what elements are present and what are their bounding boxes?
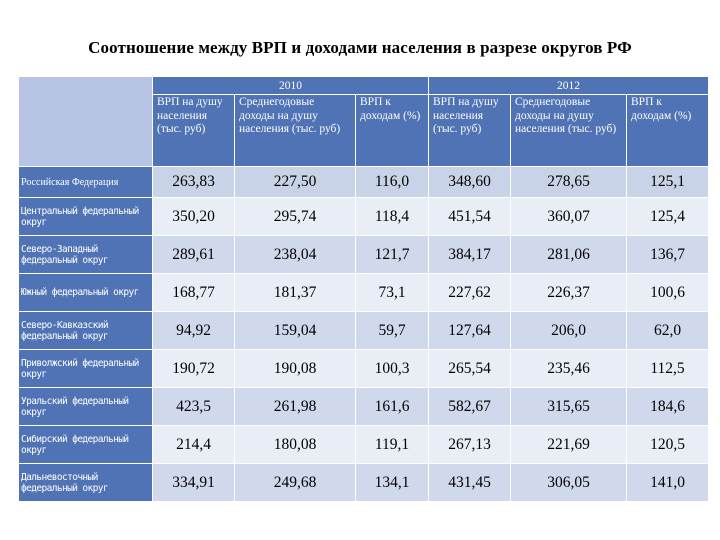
table-cell: 121,7: [356, 236, 429, 274]
table-cell: 112,5: [627, 350, 709, 388]
col-header-ratio-2012: ВРП к доходам (%): [627, 95, 709, 167]
table-row: [19, 312, 709, 350]
table-row: [19, 167, 709, 198]
table-cell: 315,65: [511, 388, 627, 426]
col-header-ratio-2010: ВРП к доходам (%): [356, 95, 429, 167]
table-cell: 226,37: [511, 274, 627, 312]
table-cell: 221,69: [511, 426, 627, 464]
table-cell: 263,83: [153, 167, 235, 198]
table-row: [19, 464, 709, 502]
table-cell: 116,0: [356, 167, 429, 198]
table-cell: 265,54: [429, 350, 511, 388]
table-cell: 59,7: [356, 312, 429, 350]
table-cell: 249,68: [235, 464, 356, 502]
header-corner: [19, 77, 153, 167]
col-header-income-2010: Среднегодовые доходы на душу населения (тыс. руб): [235, 95, 356, 167]
table-cell: 227,50: [235, 167, 356, 198]
row-label: Дальневосточный федеральный округ: [19, 464, 153, 502]
table-cell: 348,60: [429, 167, 511, 198]
table-cell: 136,7: [627, 236, 709, 274]
table-cell: 235,46: [511, 350, 627, 388]
table-cell: 281,06: [511, 236, 627, 274]
row-label: Уральский федеральный округ: [19, 388, 153, 426]
table-cell: 582,67: [429, 388, 511, 426]
table-cell: 384,17: [429, 236, 511, 274]
year-2010-header: 2010: [153, 77, 429, 95]
slide-title: Соотношение между ВРП и доходами населения в разрезе округов РФ: [88, 38, 632, 57]
table-cell: 431,45: [429, 464, 511, 502]
table-cell: 306,05: [511, 464, 627, 502]
row-label: Северо-Западный федеральный округ: [19, 236, 153, 274]
table-cell: 125,1: [627, 167, 709, 198]
table-cell: 100,6: [627, 274, 709, 312]
table-cell: 134,1: [356, 464, 429, 502]
table-cell: 159,04: [235, 312, 356, 350]
table-cell: 161,6: [356, 388, 429, 426]
table-cell: 190,08: [235, 350, 356, 388]
table-cell: 168,77: [153, 274, 235, 312]
table-cell: 278,65: [511, 167, 627, 198]
row-label: Северо-Кавказский федеральный округ: [19, 312, 153, 350]
table-row: [19, 274, 709, 312]
table-row: [19, 388, 709, 426]
table-row: [19, 236, 709, 274]
table-row: [19, 198, 709, 236]
table-row: [19, 350, 709, 388]
table-cell: 423,5: [153, 388, 235, 426]
table-cell: 214,4: [153, 426, 235, 464]
row-label: Сибирский федеральный округ: [19, 426, 153, 464]
table-cell: 360,07: [511, 198, 627, 236]
col-header-income-2012: Среднегодовые доходы на душу населения (тыс. руб): [511, 95, 627, 167]
table-cell: 94,92: [153, 312, 235, 350]
table-cell: 261,98: [235, 388, 356, 426]
table-cell: 118,4: [356, 198, 429, 236]
table-row: [19, 426, 709, 464]
data-table: [18, 76, 709, 502]
table-cell: 289,61: [153, 236, 235, 274]
table-cell: 206,0: [511, 312, 627, 350]
row-label: Российская Федерация: [19, 167, 153, 198]
table-cell: 334,91: [153, 464, 235, 502]
row-label: Приволжский федеральный округ: [19, 350, 153, 388]
row-label: Южный федеральный округ: [19, 274, 153, 312]
table-cell: 100,3: [356, 350, 429, 388]
table-cell: 62,0: [627, 312, 709, 350]
table-cell: 180,08: [235, 426, 356, 464]
year-header-row: [19, 77, 709, 95]
table-cell: 350,20: [153, 198, 235, 236]
table-cell: 119,1: [356, 426, 429, 464]
table-cell: 125,4: [627, 198, 709, 236]
table-cell: 295,74: [235, 198, 356, 236]
table-cell: 141,0: [627, 464, 709, 502]
table-cell: 184,6: [627, 388, 709, 426]
col-header-grp-2012: ВРП на душу населения (тыс. руб): [429, 95, 511, 167]
table-cell: 227,62: [429, 274, 511, 312]
table-cell: 267,13: [429, 426, 511, 464]
table-cell: 120,5: [627, 426, 709, 464]
year-2012-header: 2012: [429, 77, 709, 95]
table-cell: 190,72: [153, 350, 235, 388]
table-cell: 73,1: [356, 274, 429, 312]
row-label: Центральный федеральный округ: [19, 198, 153, 236]
table-cell: 238,04: [235, 236, 356, 274]
table-cell: 451,54: [429, 198, 511, 236]
table-cell: 127,64: [429, 312, 511, 350]
col-header-grp-2010: ВРП на душу населения (тыс. руб): [153, 95, 235, 167]
table-cell: 181,37: [235, 274, 356, 312]
